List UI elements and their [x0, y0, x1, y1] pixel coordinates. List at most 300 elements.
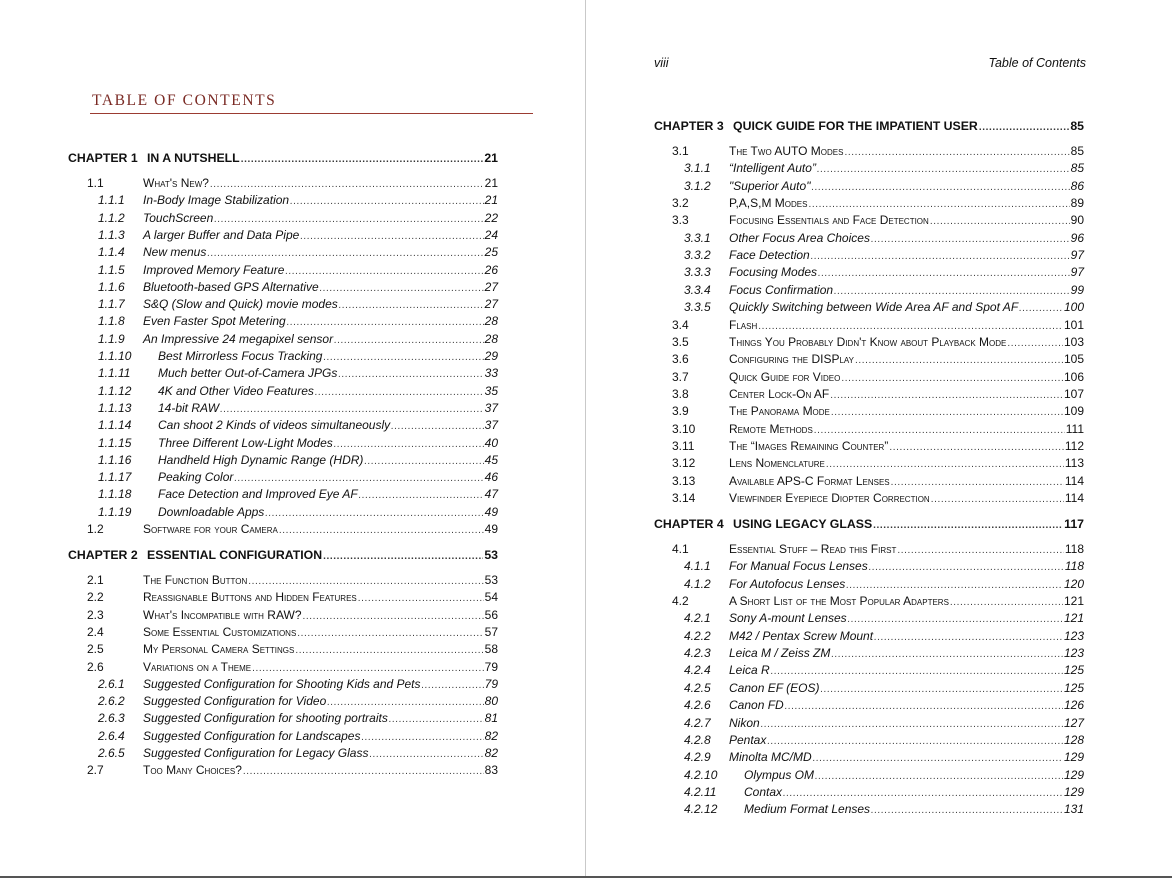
toc-entry-sub[interactable] [586, 749, 1172, 765]
toc-entry-page: 123 [1063, 628, 1084, 643]
toc-entry-page: 53 [484, 573, 498, 587]
toc-entry-page: 82 [484, 746, 498, 760]
toc-entry-number: 4.2.1 [684, 611, 711, 626]
toc-entry-sub[interactable] [0, 383, 585, 399]
toc-entry-title: The Panorama Mode [729, 404, 830, 419]
toc-entry-title: Focus Confirmation [729, 282, 834, 297]
toc-entry-page: 127 [1063, 715, 1084, 730]
toc-entry-number: 1.1.2 [98, 210, 125, 225]
toc-entry-number: 3.1.2 [684, 178, 711, 193]
toc-entry-number: 2.6.4 [98, 728, 125, 743]
toc-entry-number: 1.1.8 [98, 314, 125, 329]
dot-leader [297, 626, 483, 642]
dot-leader [389, 712, 484, 728]
toc-entry-title: The Function Button [143, 573, 248, 587]
toc-entry-number: 3.2 [672, 196, 689, 211]
toc-entry-page: 85 [1070, 119, 1084, 133]
toc-entry-page: 131 [1063, 802, 1084, 817]
dot-leader [287, 315, 484, 331]
toc-entry-number: 4.1.1 [684, 559, 711, 574]
dot-leader [783, 786, 1063, 802]
toc-entry-title: Canon FD [729, 698, 784, 713]
toc-entry-number: 1.1.6 [98, 279, 125, 294]
toc-entry-section[interactable] [586, 421, 1172, 437]
toc-entry-number: 4.2.6 [684, 698, 711, 713]
dot-leader [265, 506, 483, 522]
toc-entry-title: In-Body Image Stabilization [143, 193, 290, 208]
toc-entry-page: 29 [484, 349, 498, 363]
dot-leader [364, 454, 483, 470]
toc-entry-sub[interactable] [0, 745, 585, 761]
toc-entry-section[interactable] [586, 473, 1172, 489]
dot-leader [252, 661, 484, 677]
toc-entry-number: 1.1.10 [98, 349, 132, 363]
dot-leader [241, 152, 484, 168]
toc-entry-title: Olympus OM [744, 767, 815, 782]
toc-entry-number: 2.3 [87, 607, 104, 622]
toc-entry-title: Medium Format Lenses [744, 802, 871, 817]
toc-entry-number: CHAPTER 2 [68, 548, 138, 562]
toc-entry-title: For Manual Focus Lenses [729, 559, 868, 574]
toc-entry-page: 125 [1063, 680, 1084, 695]
toc-entry-page: 129 [1063, 750, 1084, 765]
toc-entry-number: 3.12 [672, 456, 696, 471]
toc-entry-sub[interactable] [0, 313, 585, 329]
toc-entry-page: 90 [1070, 213, 1084, 228]
toc-entry-number: 4.2.4 [684, 663, 711, 678]
toc-entry-number: 1.1.15 [98, 435, 132, 450]
toc-entry-title: Three Different Low-Light Modes [158, 435, 333, 450]
toc-entry-number: 3.10 [672, 421, 696, 436]
toc-entry-section[interactable] [586, 212, 1172, 228]
dot-leader [889, 440, 1064, 456]
dot-leader [339, 298, 484, 314]
toc-entry-title: S&Q (Slow and Quick) movie modes [143, 297, 338, 312]
dot-leader [855, 353, 1063, 369]
toc-entry-title: New menus [143, 245, 207, 260]
toc-entry-sub[interactable] [0, 417, 585, 433]
toc-entry-sub[interactable] [0, 469, 585, 485]
toc-entry-section[interactable] [0, 762, 585, 778]
dot-leader [767, 734, 1063, 750]
dot-leader [817, 162, 1070, 178]
toc-entry-page: 113 [1064, 456, 1084, 471]
toc-entry-page: 35 [484, 383, 498, 398]
dot-leader [300, 229, 483, 245]
toc-entry-section[interactable] [586, 490, 1172, 506]
toc-entry-number: 1.1 [87, 176, 104, 190]
toc-entry-title: P,A,S,M Modes [729, 196, 808, 211]
toc-entry-title: A larger Buffer and Data Pipe [143, 227, 300, 242]
dot-leader [334, 333, 484, 349]
dot-leader [290, 194, 484, 210]
toc-entry-title: Viewfinder Eyepiece Diopter Correction [729, 491, 930, 505]
toc-entry-page: 129 [1063, 784, 1084, 799]
toc-entry-title: Other Focus Area Choices [729, 230, 870, 245]
dot-leader [279, 523, 484, 539]
toc-entry-title: Too Many Choices? [143, 763, 242, 778]
toc-entry-page: 100 [1063, 300, 1084, 315]
toc-entry-page: 26 [484, 262, 498, 277]
toc-entry-sub[interactable] [0, 400, 585, 416]
toc-entry-sub[interactable] [586, 784, 1172, 800]
toc-entry-title: Configuring the DISPlay [729, 352, 854, 367]
toc-entry-number: 4.2.12 [684, 802, 718, 817]
toc-entry-section[interactable] [0, 589, 585, 605]
toc-entry-number: 1.1.16 [98, 452, 132, 467]
toc-entry-number: 2.7 [87, 763, 104, 778]
dot-leader [358, 591, 484, 607]
toc-entry-sub[interactable] [0, 365, 585, 381]
toc-entry-title: Face Detection [729, 248, 810, 263]
toc-entry-page: 99 [1070, 282, 1084, 297]
toc-entry-number: 4.2.5 [684, 680, 711, 695]
toc-entry-title: Canon EF (EOS) [729, 680, 820, 695]
toc-entry-title: Leica R [729, 663, 770, 678]
toc-entry-page: 121 [1063, 594, 1084, 609]
toc-entry-number: 1.1.4 [98, 245, 125, 260]
toc-entry-section[interactable] [586, 541, 1172, 557]
running-head-page-number: viii [654, 56, 669, 70]
toc-entry-number: 2.6 [87, 659, 104, 674]
toc-entry-sub[interactable] [586, 767, 1172, 783]
dot-leader [808, 197, 1069, 213]
toc-entry-section[interactable] [586, 455, 1172, 471]
toc-entry-page: 37 [484, 400, 498, 415]
toc-entry-page: 49 [484, 522, 498, 536]
toc-entry-title: Remote Methods [729, 421, 813, 436]
toc-entry-title: Suggested Configuration for Landscapes [143, 728, 361, 743]
toc-entry-sub[interactable] [0, 244, 585, 260]
toc-entry-title: Improved Memory Feature [143, 262, 285, 277]
dot-leader [303, 609, 484, 625]
toc-entry-number: 1.1.19 [98, 504, 132, 519]
toc-entry-number: 3.6 [672, 352, 689, 367]
toc-entry-sub[interactable] [0, 348, 585, 364]
toc-entry-title: TouchScreen [143, 210, 214, 225]
toc-entry-section[interactable] [586, 403, 1172, 419]
toc-entry-title: Software for your Camera [143, 522, 278, 536]
toc-entry-sub[interactable] [0, 486, 585, 502]
toc-entry-number: 1.1.7 [98, 297, 125, 312]
toc-entry-sub[interactable] [586, 697, 1172, 713]
dot-leader [830, 388, 1063, 404]
dot-leader [869, 560, 1064, 576]
toc-entry-sub[interactable] [586, 299, 1172, 315]
dot-leader [831, 647, 1063, 663]
toc-entry-sub[interactable] [586, 715, 1172, 731]
toc-entry-title: For Autofocus Lenses [729, 576, 846, 591]
dot-leader [931, 492, 1064, 508]
toc-entry-sub[interactable] [586, 247, 1172, 263]
toc-entry-page: 128 [1063, 732, 1084, 747]
toc-entry-number: 3.1.1 [684, 161, 711, 176]
toc-entry-section[interactable] [0, 175, 585, 191]
toc-entry-page: 123 [1063, 646, 1084, 661]
toc-entry-section[interactable] [586, 593, 1172, 609]
dot-leader [873, 518, 1063, 534]
dot-leader [897, 543, 1064, 559]
toc-entry-title: My Personal Camera Settings [143, 642, 295, 657]
dot-leader [214, 212, 483, 228]
toc-entry-sub[interactable] [586, 264, 1172, 280]
toc-entry-section[interactable] [586, 369, 1172, 385]
toc-entry-title: M42 / Pentax Screw Mount [729, 628, 874, 643]
toc-entry-title: Downloadable Apps [158, 504, 265, 519]
toc-entry-title: ESSENTIAL CONFIGURATION [147, 548, 323, 562]
toc-entry-page: 103 [1063, 334, 1084, 349]
toc-entry-sub[interactable] [0, 262, 585, 278]
dot-leader [210, 177, 484, 193]
toc-entry-number: 3.4 [672, 317, 689, 332]
toc-entry-section[interactable] [586, 386, 1172, 402]
toc-entry-sub[interactable] [586, 628, 1172, 644]
toc-entry-page: 47 [484, 487, 498, 502]
toc-entry-page: 28 [484, 314, 498, 329]
dot-leader [207, 246, 483, 262]
toc-entry-title: Quick Guide for Video [729, 369, 841, 384]
toc-entry-sub[interactable] [0, 331, 585, 347]
toc-entry-title: What's New? [143, 176, 209, 190]
running-head-title: Table of Contents [988, 56, 1086, 70]
toc-entry-sub[interactable] [586, 680, 1172, 696]
dot-leader [391, 419, 484, 435]
toc-entry-number: 4.2.7 [684, 715, 711, 730]
toc-entry-sub[interactable] [586, 662, 1172, 678]
toc-entry-number: 1.1.13 [98, 400, 132, 415]
toc-entry-title: Focusing Essentials and Face Detection [729, 213, 929, 228]
toc-entry-page: 96 [1070, 230, 1084, 245]
toc-entry-number: 1.1.14 [98, 418, 132, 433]
toc-entry-number: 1.1.18 [98, 487, 132, 502]
toc-entry-section[interactable] [586, 317, 1172, 333]
toc-entry-number: CHAPTER 3 [654, 119, 724, 133]
toc-entry-sub[interactable] [586, 282, 1172, 298]
dot-leader [771, 664, 1063, 680]
dot-leader [831, 405, 1063, 421]
toc-entry-title: Face Detection and Improved Eye AF [158, 487, 358, 502]
toc-entry-section[interactable] [586, 195, 1172, 211]
toc-entry-page: 58 [484, 642, 498, 657]
toc-entry-number: CHAPTER 1 [68, 151, 138, 165]
toc-entry-title: Suggested Configuration for Video [143, 694, 327, 709]
toc-entry-page: 79 [484, 676, 498, 691]
toc-entry-number: 3.5 [672, 334, 689, 349]
toc-entry-title: Leica M / Zeiss ZM [729, 646, 831, 661]
toc-entry-sub[interactable] [0, 676, 585, 692]
dot-leader [334, 437, 484, 453]
toc-entry-section[interactable] [0, 659, 585, 675]
dot-leader [846, 578, 1063, 594]
toc-entry-sub[interactable] [0, 279, 585, 295]
toc-entry-page: 118 [1064, 559, 1084, 574]
toc-entry-section[interactable] [0, 624, 585, 640]
toc-entry-number: 2.6.3 [98, 711, 125, 726]
toc-entry-sub[interactable] [586, 645, 1172, 661]
toc-entry-page: 109 [1063, 404, 1084, 419]
toc-entry-sub[interactable] [0, 693, 585, 709]
toc-entry-page: 79 [484, 659, 498, 674]
toc-entry-sub[interactable] [0, 227, 585, 243]
toc-entry-page: 97 [1070, 248, 1084, 263]
toc-entry-sub[interactable] [0, 710, 585, 726]
dot-leader [1007, 336, 1063, 352]
toc-entry-page: 27 [484, 297, 498, 312]
toc-entry-section[interactable] [586, 438, 1172, 454]
toc-entry-title: 14-bit RAW [158, 400, 220, 415]
dot-leader [891, 475, 1064, 491]
toc-entry-sub[interactable] [586, 178, 1172, 194]
toc-entry-page: 85 [1070, 144, 1084, 158]
toc-entry-sub[interactable] [0, 452, 585, 468]
dot-leader [243, 764, 484, 780]
toc-entry-title: USING LEGACY GLASS [733, 517, 873, 531]
toc-entry-sub[interactable] [0, 728, 585, 744]
dot-leader [844, 145, 1069, 161]
toc-entry-page: 56 [484, 607, 498, 622]
toc-entry-number: 3.9 [672, 404, 689, 419]
toc-entry-number: 3.3.3 [684, 265, 711, 280]
dot-leader [950, 595, 1063, 611]
toc-entry-page: 22 [484, 210, 498, 225]
toc-entry-sub[interactable] [586, 160, 1172, 176]
toc-entry-page: 33 [484, 366, 498, 381]
toc-entry-page: 46 [484, 470, 498, 485]
toc-entry-number: 3.3 [672, 213, 689, 228]
dot-leader [811, 249, 1070, 265]
dot-leader [813, 751, 1063, 767]
toc-entry-title: Variations on a Theme [143, 659, 252, 674]
toc-entry-page: 81 [484, 711, 498, 726]
toc-entry-title: Flash [729, 317, 758, 332]
toc-entry-number: 1.1.9 [98, 331, 125, 346]
dot-leader [871, 232, 1070, 248]
toc-entry-sub[interactable] [586, 230, 1172, 246]
toc-entry-page: 49 [484, 504, 498, 519]
dot-leader [848, 612, 1063, 628]
toc-entry-sub[interactable] [0, 504, 585, 520]
toc-entry-page: 45 [484, 452, 498, 467]
toc-entry-page: 118 [1064, 542, 1084, 556]
toc-entry-sub[interactable] [586, 610, 1172, 626]
toc-entry-sub[interactable] [586, 801, 1172, 817]
left-page [0, 0, 585, 876]
dot-leader [338, 367, 483, 383]
toc-list-left [0, 0, 585, 876]
dot-leader [320, 281, 484, 297]
toc-entry-section[interactable] [0, 641, 585, 657]
toc-entry-page: 85 [1070, 161, 1084, 176]
toc-entry-page: 40 [484, 435, 498, 450]
dot-leader [930, 214, 1070, 230]
dot-leader [818, 266, 1070, 282]
toc-entry-chapter[interactable] [586, 118, 1172, 134]
toc-entry-sub[interactable] [586, 576, 1172, 592]
toc-entry-title: "Superior Auto" [729, 178, 811, 193]
toc-entry-page: 114 [1064, 491, 1084, 505]
toc-entry-sub[interactable] [0, 435, 585, 451]
toc-entry-number: 1.1.3 [98, 227, 125, 242]
toc-entry-title: Lens Nomenclature [729, 456, 825, 471]
toc-entry-sub[interactable] [586, 558, 1172, 574]
toc-entry-page: 106 [1063, 369, 1084, 384]
dot-leader [315, 385, 484, 401]
toc-entry-page: 21 [484, 151, 498, 165]
toc-entry-number: 4.1.2 [684, 576, 711, 591]
toc-entry-title: Pentax [729, 732, 767, 747]
toc-entry-page: 112 [1064, 438, 1084, 453]
toc-entry-number: 2.4 [87, 624, 104, 639]
toc-entry-title: IN A NUTSHELL [147, 151, 240, 165]
toc-entry-sub[interactable] [0, 210, 585, 226]
toc-entry-number: 2.6.2 [98, 694, 125, 709]
toc-entry-page: 82 [484, 728, 498, 743]
toc-entry-sub[interactable] [586, 732, 1172, 748]
toc-entry-number: 4.2.3 [684, 646, 711, 661]
toc-entry-number: 3.3.2 [684, 248, 711, 263]
toc-entry-page: 28 [484, 331, 498, 346]
toc-entry-sub[interactable] [0, 192, 585, 208]
toc-entry-title: Quickly Switching between Wide Area AF and Spot AF [729, 300, 1019, 315]
toc-entry-page: 21 [484, 176, 498, 190]
toc-entry-number: 3.13 [672, 473, 696, 488]
toc-entry-section[interactable] [0, 521, 585, 537]
toc-entry-number: 3.1 [672, 144, 689, 158]
toc-entry-section[interactable] [586, 334, 1172, 350]
toc-entry-number: 2.6.1 [98, 676, 125, 691]
toc-entry-number: 1.1.17 [98, 470, 132, 485]
toc-entry-title: Some Essential Customizations [143, 624, 297, 639]
toc-entry-section[interactable] [586, 351, 1172, 367]
toc-entry-number: CHAPTER 4 [654, 517, 724, 531]
dot-leader [874, 630, 1063, 646]
toc-entry-number: 4.2 [672, 594, 689, 609]
toc-entry-number: 4.2.10 [684, 767, 718, 782]
dot-leader [248, 574, 483, 590]
toc-entry-page: 117 [1064, 517, 1084, 531]
dot-leader [359, 488, 484, 504]
right-page [586, 0, 1172, 876]
toc-entry-page: 25 [484, 245, 498, 260]
toc-entry-title: Nikon [729, 715, 760, 730]
toc-entry-title: Handheld High Dynamic Range (HDR) [158, 452, 364, 467]
toc-entry-page: 105 [1063, 352, 1084, 367]
toc-entry-title: Peaking Color [158, 470, 234, 485]
dot-leader [369, 747, 483, 763]
toc-entry-section[interactable] [0, 607, 585, 623]
toc-entry-number: 1.1.1 [98, 193, 125, 208]
toc-entry-number: 1.1.12 [98, 383, 132, 398]
toc-entry-chapter[interactable] [0, 547, 585, 563]
toc-entry-chapter[interactable] [0, 150, 585, 166]
toc-entry-section[interactable] [0, 572, 585, 588]
toc-entry-title: “Intelligent Auto” [729, 161, 816, 176]
toc-entry-title: Much better Out-of-Camera JPGs [158, 366, 338, 381]
toc-entry-title: An Impressive 24 megapixel sensor [143, 331, 334, 346]
toc-entry-section[interactable] [586, 143, 1172, 159]
toc-entry-chapter[interactable] [586, 516, 1172, 532]
dot-leader [1019, 301, 1063, 317]
toc-entry-number: 2.1 [87, 573, 104, 587]
toc-entry-title: The “Images Remaining Counter” [729, 438, 889, 453]
toc-entry-number: 1.2 [87, 522, 104, 536]
dot-leader [295, 643, 483, 659]
toc-entry-title: Even Faster Spot Metering [143, 314, 286, 329]
toc-entry-number: 3.3.1 [684, 230, 711, 245]
toc-entry-title: Sony A-mount Lenses [729, 611, 847, 626]
toc-entry-sub[interactable] [0, 296, 585, 312]
dot-leader [285, 264, 483, 280]
